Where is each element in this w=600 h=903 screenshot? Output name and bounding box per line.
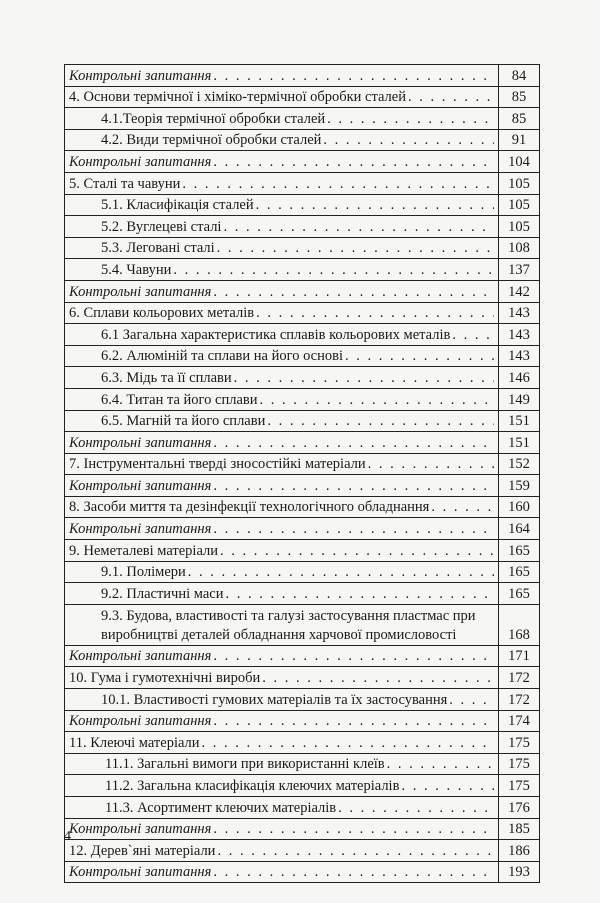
dot-leader [213,647,494,666]
toc-page-number: 108 [499,237,540,259]
dot-leader [213,283,494,302]
toc-entry-cell [65,583,499,605]
toc-page-number: 160 [499,496,540,518]
review-questions-title: Контрольні запитання [69,283,212,300]
toc-entry-cell [65,710,499,732]
dot-leader [173,261,494,280]
toc-entry-cell [65,496,499,518]
toc-page-number: 105 [499,172,540,194]
toc-entry-cell [65,540,499,562]
toc-row [65,496,540,518]
toc-page-number: 168 [499,604,540,645]
toc-entry-title: 11. Клеючі матеріали [69,734,200,751]
toc-entry-cell [65,151,499,173]
toc-row [65,689,540,711]
toc-entry-cell [65,840,499,862]
toc-page-number: 176 [499,797,540,819]
toc-entry-cell [65,689,499,711]
review-questions-title: Контрольні запитання [69,821,212,838]
toc-row [65,710,540,732]
toc-entry-title: 6.5. Магній та його сплави [101,413,266,430]
toc-entry-cell [65,453,499,475]
toc-entry-title: 9. Неметалеві матеріали [69,542,219,559]
toc-entry-cell [65,818,499,840]
toc-page-number: 165 [499,540,540,562]
toc-entry-cell [65,645,499,667]
dot-leader [345,347,494,366]
toc-row [65,86,540,108]
toc-page-number: 149 [499,388,540,410]
toc-entry-cell [65,259,499,281]
dot-leader [256,304,494,323]
dot-leader [387,755,494,774]
toc-row [65,840,540,862]
toc-page-number: 151 [499,410,540,432]
toc-row [65,732,540,754]
toc-entry-cell [65,410,499,432]
toc-entry-title: 5.3. Леговані сталі [101,240,215,257]
toc-entry-title: 5.2. Вуглецеві сталі [101,218,222,235]
toc-entry-title: 9.2. Пластичні маси [101,585,224,602]
toc-entry-cell [65,604,499,645]
toc-entry-title: 4.2. Види термічної обробки сталей [101,132,322,149]
dot-leader [213,820,494,839]
toc-row [65,129,540,151]
toc-row [65,367,540,389]
toc-entry-title: 12. Дерев`яні матеріали [69,842,216,859]
toc-page-number: 85 [499,86,540,108]
toc-entry-cell [65,475,499,497]
toc-entry-cell [65,753,499,775]
toc-entry-cell [65,861,499,883]
toc-page-number: 143 [499,302,540,324]
toc-row [65,583,540,605]
toc-entry-title: 7. Інструментальні тверді зносостійкі матеріали [69,456,366,473]
toc-row [65,861,540,883]
toc-page-number: 105 [499,194,540,216]
toc-page-number: 137 [499,259,540,281]
toc-row [65,194,540,216]
review-questions-title: Контрольні запитання [69,67,212,84]
dot-leader [213,520,494,539]
toc-row [65,561,540,583]
dot-leader [338,799,494,818]
toc-page-number: 105 [499,216,540,238]
toc-entry-cell [65,129,499,151]
toc-entry-title: 6.3. Мідь та її сплави [101,369,232,386]
toc-row [65,540,540,562]
toc-entry-title: 6.1 Загальна характеристика сплавів кольорових металів [101,326,451,343]
dot-leader [188,563,494,582]
toc-page-number: 143 [499,345,540,367]
toc-row [65,518,540,540]
toc-row [65,604,540,645]
toc-page-number: 185 [499,818,540,840]
toc-row [65,302,540,324]
toc-entry-cell [65,302,499,324]
toc-entry-title: 11.3. Асортимент клеючих матеріалів [105,799,337,816]
toc-entry-cell [65,432,499,454]
review-questions-title: Контрольні запитання [69,153,212,170]
toc-page-number: 171 [499,645,540,667]
toc-entry-title: 9.1. Полімери [101,564,186,581]
dot-leader [323,131,494,150]
toc-row [65,237,540,259]
toc-entry-title: 11.1. Загальні вимоги при використанні клеїв [105,756,385,773]
toc-row [65,345,540,367]
toc-entry-cell [65,345,499,367]
toc-row [65,410,540,432]
toc-entry-cell [65,86,499,108]
toc-entry-title: 11.2. Загальна класифікація клеючих матеріалів [105,778,400,794]
toc-entry-cell [65,65,499,87]
toc-entry-cell [65,667,499,689]
toc-page-number: 164 [499,518,540,540]
toc-row [65,475,540,497]
toc-row [65,453,540,475]
dot-leader [452,326,494,345]
review-questions-title: Контрольні запитання [69,434,212,451]
toc-entry-title-continued: виробництві деталей обладнання харчової промисловості [101,626,457,643]
toc-row [65,216,540,238]
toc-page-number: 143 [499,324,540,346]
dot-leader [202,734,494,753]
toc-entry-cell [65,732,499,754]
toc-page-number: 175 [499,775,540,797]
dot-leader [217,842,494,861]
toc-page-number: 186 [499,840,540,862]
dot-leader [259,391,494,410]
dot-leader [217,239,494,258]
dot-leader [262,669,494,688]
toc-row [65,667,540,689]
toc-page-number: 91 [499,129,540,151]
toc-entry-title: 5. Сталі та чавуни [69,175,181,192]
toc-entry-title: 4.1.Теорія термічної обробки сталей [101,110,326,127]
dot-leader [449,691,494,710]
toc-row [65,172,540,194]
dot-leader [213,477,494,496]
toc-entry-cell [65,518,499,540]
toc-entry-title: 5.1. Класифікація сталей [101,197,254,214]
toc-entry-title: 9.3. Будова, властивості та галузі застосування пластмас при [101,607,476,624]
toc-page-number: 84 [499,65,540,87]
toc-page-number: 172 [499,667,540,689]
dot-leader [431,498,494,517]
dot-leader [327,110,494,129]
toc-entry-cell [65,108,499,130]
toc-entry-title: 6.2. Алюміній та сплави на його основі [101,348,343,365]
dot-leader [213,153,494,172]
dot-leader [256,196,494,215]
toc-page-number: 174 [499,710,540,732]
toc-entry-cell [65,194,499,216]
toc-page-number: 165 [499,561,540,583]
toc-row [65,259,540,281]
toc-row [65,432,540,454]
toc-page-number: 165 [499,583,540,605]
toc-page-number: 193 [499,861,540,883]
toc-entry-title: 6. Сплави кольорових металів [69,305,255,322]
toc-row [65,818,540,840]
toc-page-number: 152 [499,453,540,475]
toc-row [65,645,540,667]
dot-leader [220,542,494,561]
dot-leader [234,369,494,388]
review-questions-title: Контрольні запитання [69,521,212,538]
toc-entry-title: 10.1. Властивості гумових матеріалів та їх застосування [101,691,448,708]
table-of-contents [64,64,540,883]
toc-entry-title: 10. Гума і гумотехнічні вироби [69,670,261,687]
toc-row [65,65,540,87]
toc-row [65,280,540,302]
page-number: 4 [64,829,71,844]
toc-page-number: 142 [499,280,540,302]
toc-entry-cell [65,216,499,238]
toc-row [65,753,540,775]
toc-page-number: 172 [499,689,540,711]
toc-entry-cell [65,561,499,583]
toc-page-number: 159 [499,475,540,497]
toc-row [65,775,540,797]
dot-leader [368,455,494,474]
toc-entry-cell [65,367,499,389]
toc-page-number: 151 [499,432,540,454]
dot-leader [223,218,494,237]
dot-leader [213,434,494,453]
dot-leader [408,88,494,107]
toc-row [65,108,540,130]
toc-page-number: 85 [499,108,540,130]
toc-page-number: 175 [499,753,540,775]
toc-entry-title: 4. Основи термічної і хіміко-термічної обробки сталей [69,89,406,106]
toc-entry-cell [65,797,499,819]
toc-row [65,797,540,819]
dot-leader [225,585,494,604]
dot-leader [213,712,494,731]
toc-page-number: 175 [499,732,540,754]
review-questions-title: Контрольні запитання [69,713,212,730]
dot-leader [401,777,494,796]
review-questions-title: Контрольні запитання [69,864,212,881]
review-questions-title: Контрольні запитання [69,648,212,665]
toc-entry-cell [65,775,499,797]
dot-leader [267,412,494,431]
toc-page-number: 104 [499,151,540,173]
toc-page-number: 146 [499,367,540,389]
toc-row [65,388,540,410]
review-questions-title: Контрольні запитання [69,477,212,494]
toc-entry-title: 8. Засоби миття та дезінфекції технологічного обладнання [69,499,430,516]
toc-entry-cell [65,324,499,346]
toc-entry-title: 6.4. Титан та його сплави [101,391,258,408]
toc-entry-cell [65,237,499,259]
toc-entry-cell [65,172,499,194]
toc-entry-cell [65,388,499,410]
toc-row [65,324,540,346]
toc-entry-title: 5.4. Чавуни [101,261,172,278]
dot-leader [213,863,494,882]
dot-leader [213,67,494,86]
toc-row [65,151,540,173]
toc-entry-cell [65,280,499,302]
dot-leader [182,175,494,194]
